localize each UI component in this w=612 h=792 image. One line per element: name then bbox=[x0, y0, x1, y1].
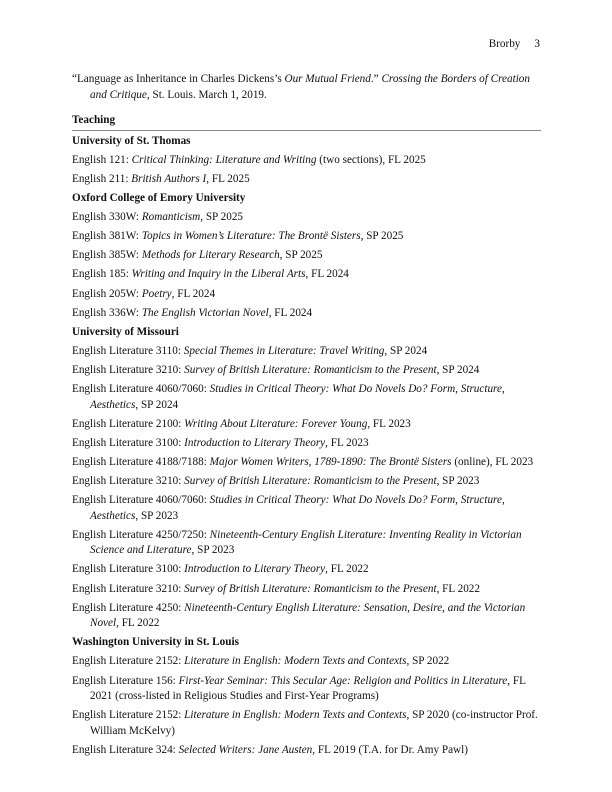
course-entry: English Literature 4250: Nineteenth-Century English Literature: Sensation, Desire, and the Victorian Novel, FL 2022 bbox=[72, 601, 526, 630]
course-title: Survey of British Literature: Romanticism to the Present bbox=[184, 363, 437, 376]
course-title: Selected Writers: Jane Austen bbox=[178, 743, 313, 756]
course-title: First-Year Seminar: This Secular Age: Religion and Politics in Literature bbox=[178, 674, 508, 687]
course-title: Studies in Critical Theory: What Do Novels Do? Form, Structure, Aesthetics bbox=[90, 383, 505, 411]
course-entry: English Literature 3100: Introduction to Literary Theory, FL 2023 bbox=[72, 436, 369, 449]
course-entry: English Literature 2152: Literature in English: Modern Texts and Contexts, SP 2022 bbox=[72, 655, 450, 668]
course-title: Introduction to Literary Theory bbox=[184, 436, 326, 449]
teaching-heading: Teaching bbox=[72, 113, 541, 131]
course-entry: English Literature 4250/7250: Nineteenth-Century English Literature: Inventing Reality in Victorian Science and Literature, SP 2023 bbox=[72, 528, 522, 557]
course-entry: English 211: British Authors I, FL 2025 bbox=[72, 172, 250, 185]
course-title: Topics in Women’s Literature: The Brontë Sisters bbox=[141, 230, 361, 243]
course-entry: English 336W: The English Victorian Novel, FL 2024 bbox=[72, 306, 313, 319]
course-entry: English Literature 2100: Writing About Literature: Forever Young, FL 2023 bbox=[72, 417, 411, 430]
cv-content bbox=[72, 72, 541, 762]
course-title: The English Victorian Novel bbox=[141, 306, 269, 319]
school-name: University of St. Thomas bbox=[72, 134, 191, 147]
course-title: Critical Thinking: Literature and Writing bbox=[131, 153, 317, 166]
page-number: 3 bbox=[534, 38, 540, 50]
course-title: Studies in Critical Theory: What Do Novels Do? Form, Structure, Aesthetics bbox=[90, 494, 505, 522]
course-entry: English 121: Critical Thinking: Literature and Writing (two sections), FL 2025 bbox=[72, 153, 426, 166]
course-title: Special Themes in Literature: Travel Writing bbox=[183, 344, 385, 357]
course-entry: English Literature 2152: Literature in English: Modern Texts and Contexts, SP 2020 (co-instructor Prof. William McKelvy) bbox=[72, 709, 538, 737]
course-entry: English Literature 3210: Survey of British Literature: Romanticism to the Present, FL 2022 bbox=[72, 582, 480, 595]
school-name: University of Missouri bbox=[72, 325, 179, 338]
course-title: Methods for Literary Research bbox=[141, 249, 280, 262]
course-entry: English Literature 3110: Special Themes in Literature: Travel Writing, SP 2024 bbox=[72, 344, 428, 357]
course-title: Romanticism bbox=[141, 211, 201, 224]
course-title: Nineteenth-Century English Literature: Sensation, Desire, and the Victorian Novel bbox=[90, 601, 526, 630]
course-entry: English Literature 3210: Survey of British Literature: Romanticism to the Present, SP 2023 bbox=[72, 474, 480, 487]
course-title: Writing About Literature: Forever Young bbox=[184, 417, 368, 430]
course-title: Literature in English: Modern Texts and Contexts bbox=[184, 709, 407, 722]
course-entry: English Literature 156: First-Year Seminar: This Secular Age: Religion and Politics in Literature, FL 2021 (cross-listed in Religious Studies and First-Year Programs) bbox=[72, 674, 526, 703]
course-title: Nineteenth-Century English Literature: Inventing Reality in Victorian Science and Literature bbox=[90, 528, 522, 557]
course-title: Survey of British Literature: Romanticism to the Present bbox=[184, 474, 437, 487]
course-title: British Authors I bbox=[131, 172, 207, 185]
course-title: Poetry bbox=[141, 287, 172, 300]
course-entry: English Literature 324: Selected Writers: Jane Austen, FL 2019 (T.A. for Dr. Amy Pawl) bbox=[72, 743, 468, 756]
school-name: Oxford College of Emory University bbox=[72, 192, 246, 205]
course-entry: English 185: Writing and Inquiry in the Liberal Arts, FL 2024 bbox=[72, 268, 349, 281]
course-entry: English Literature 4060/7060: Studies in Critical Theory: What Do Novels Do? Form, Structure, Aesthetics, SP 2024 bbox=[72, 383, 505, 411]
course-title: Major Women Writers, 1789-1890: The Brontë Sisters bbox=[209, 455, 452, 468]
course-entry: English Literature 4060/7060: Studies in Critical Theory: What Do Novels Do? Form, Structure, Aesthetics, SP 2023 bbox=[72, 494, 505, 522]
course-entry: English 330W: Romanticism, SP 2025 bbox=[72, 211, 244, 224]
school-name: Washington University in St. Louis bbox=[72, 636, 239, 649]
course-title: Literature in English: Modern Texts and Contexts bbox=[184, 655, 407, 668]
course-entry: English 385W: Methods for Literary Research, SP 2025 bbox=[72, 249, 323, 262]
course-title: Writing and Inquiry in the Liberal Arts bbox=[131, 268, 306, 281]
presentation-entry: “Language as Inheritance in Charles Dickens’s Our Mutual Friend.” Crossing the Borders of Creation and Critique, St. Louis. March 1, 2019. bbox=[72, 73, 530, 101]
running-header bbox=[489, 37, 540, 53]
course-entry: English Literature 3100: Introduction to Literary Theory, FL 2022 bbox=[72, 563, 369, 576]
course-title: Survey of British Literature: Romanticism to the Present bbox=[184, 582, 437, 595]
teaching-list bbox=[72, 134, 541, 759]
course-entry: English Literature 4188/7188: Major Women Writers, 1789-1890: The Brontë Sisters (online), FL 2023 bbox=[72, 455, 534, 468]
course-entry: English 381W: Topics in Women’s Literature: The Brontë Sisters, SP 2025 bbox=[72, 230, 404, 243]
course-entry: English 205W: Poetry, FL 2024 bbox=[72, 287, 216, 300]
course-title: Introduction to Literary Theory bbox=[184, 563, 326, 576]
header-name: Brorby bbox=[488, 38, 521, 50]
course-entry: English Literature 3210: Survey of British Literature: Romanticism to the Present, SP 2024 bbox=[72, 363, 480, 376]
